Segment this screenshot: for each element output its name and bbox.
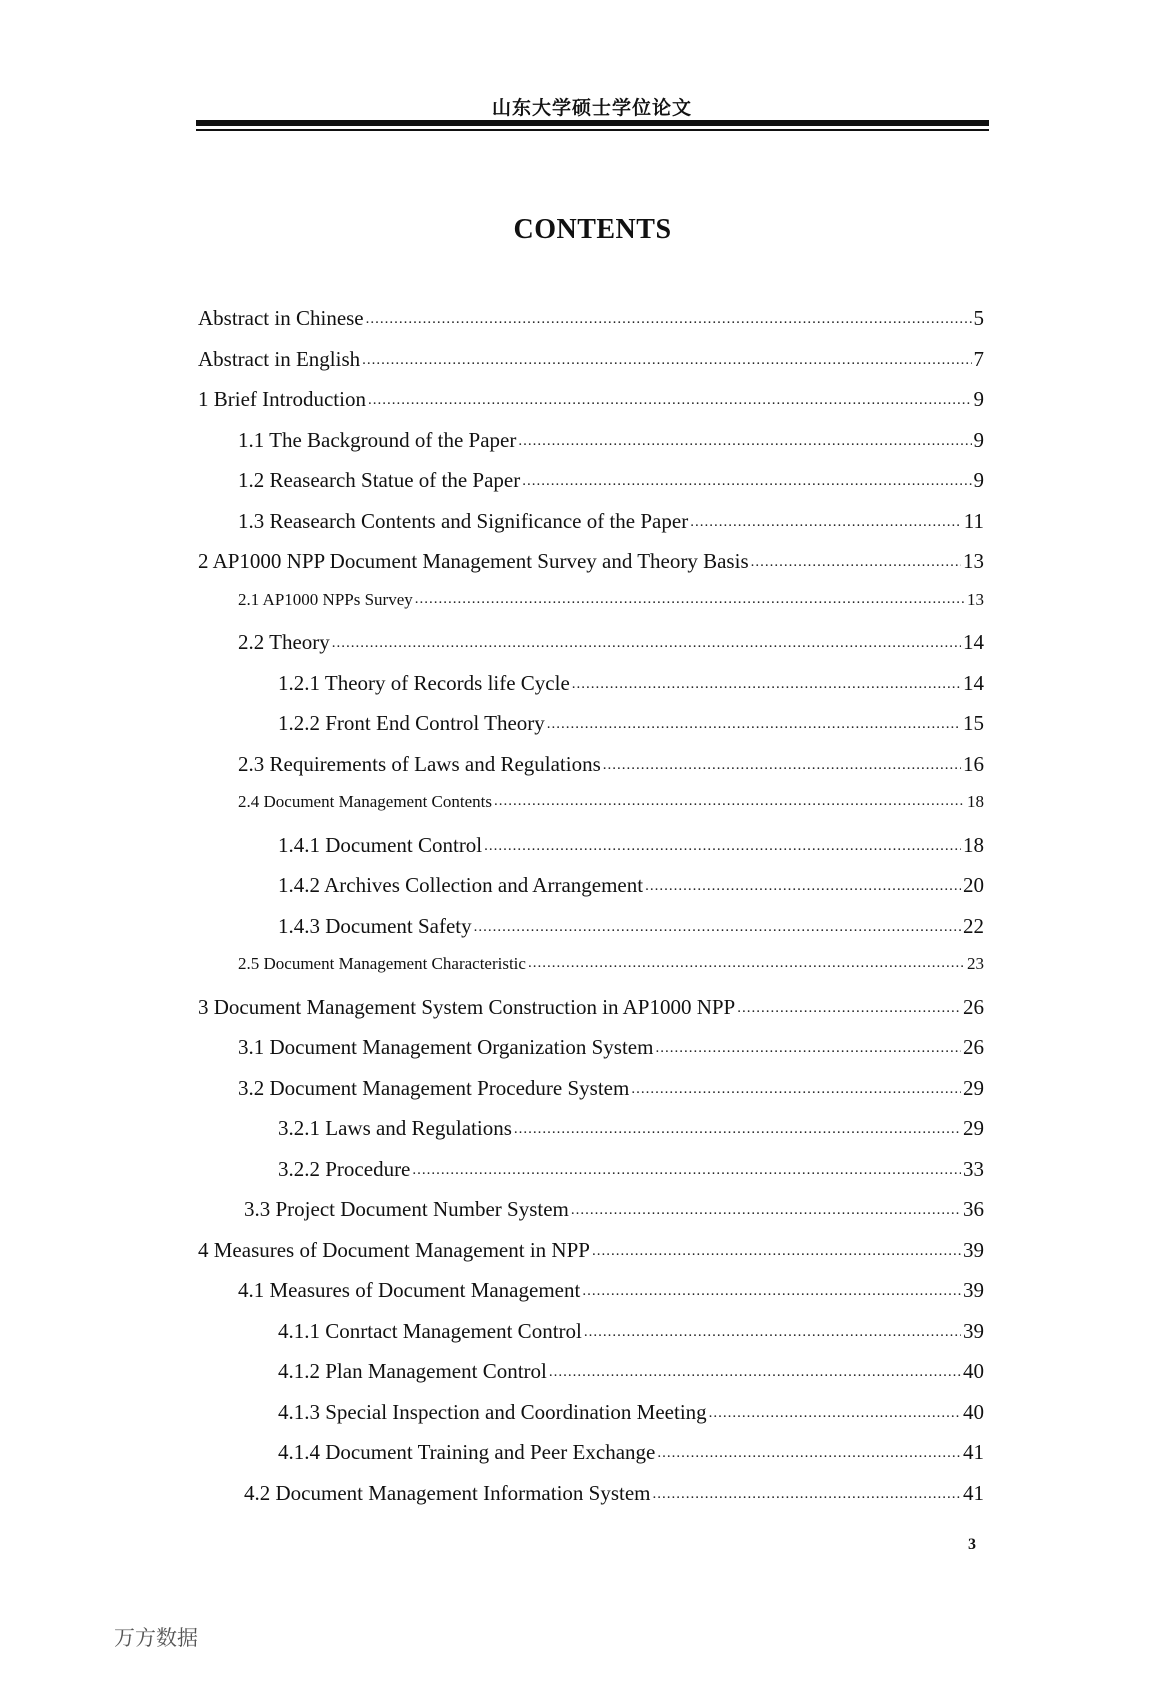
toc-entry-title: 3.1 Document Management Organization System — [238, 1035, 654, 1059]
header-rule-thick — [196, 120, 989, 126]
toc-entry-title: 4.2 Document Management Information System — [244, 1480, 651, 1505]
toc-entry-title: 1.1 The Background of the Paper — [238, 427, 517, 452]
toc-entry[interactable] — [198, 1116, 984, 1157]
toc-entry-page: 9 — [973, 387, 984, 411]
toc-entry-title: 1.3 Reasearch Contents and Significance of the Paper — [238, 508, 689, 533]
toc-entry[interactable] — [198, 954, 984, 995]
toc-entry-title: 4.1.3 Special Inspection and Coordination Meeting — [278, 1399, 707, 1424]
toc-entry-page: 7 — [973, 346, 984, 371]
toc-dot-leader — [412, 1155, 961, 1180]
toc-entry[interactable] — [198, 833, 984, 874]
toc-entry-page: 13 — [963, 549, 984, 573]
toc-entry-title: 1.2.2 Front End Control Theory — [278, 711, 545, 735]
toc-entry-title: 1.2 Reasearch Statue of the Paper — [238, 468, 521, 492]
toc-entry[interactable] — [198, 671, 984, 712]
toc-entry-page: 9 — [973, 468, 984, 492]
toc-entry-page: 26 — [963, 1035, 984, 1059]
toc-entry-title: 2.3 Requirements of Laws and Regulations — [238, 751, 601, 776]
toc-entry[interactable] — [198, 1197, 984, 1238]
toc-dot-leader — [474, 912, 961, 937]
toc-dot-leader — [657, 1438, 961, 1463]
toc-dot-leader — [582, 1276, 961, 1301]
toc-entry-title: 3.2.1 Laws and Regulations — [278, 1116, 512, 1140]
toc-entry[interactable] — [198, 995, 984, 1036]
toc-entry-title: 2 AP1000 NPP Document Management Survey and Theory Basis — [198, 549, 749, 573]
toc-entry-title: 1.4.3 Document Safety — [278, 913, 472, 938]
toc-entry-title: Abstract in English — [198, 346, 361, 371]
toc-dot-leader — [362, 345, 971, 370]
toc-entry-page: 29 — [963, 1116, 984, 1140]
toc-entry-page: 18 — [967, 792, 984, 811]
toc-entry-page: 33 — [963, 1156, 984, 1181]
toc-entry[interactable] — [198, 428, 984, 469]
toc-entry[interactable] — [198, 1319, 984, 1360]
toc-dot-leader — [603, 750, 961, 775]
toc-dot-leader — [484, 831, 961, 856]
toc-entry-title: 3.2.2 Procedure — [278, 1156, 411, 1181]
toc-dot-leader — [655, 1033, 961, 1058]
toc-entry[interactable] — [198, 1076, 984, 1117]
toc-entry-page: 39 — [963, 1318, 984, 1343]
toc-entry[interactable] — [198, 590, 984, 631]
toc-entry[interactable] — [198, 468, 984, 509]
toc-dot-leader — [631, 1074, 961, 1099]
toc-entry-page: 40 — [963, 1399, 984, 1424]
toc-entry[interactable] — [198, 347, 984, 388]
toc-dot-leader — [709, 1398, 961, 1423]
toc-entry-title: 2.4 Document Management Contents — [238, 792, 493, 811]
toc-dot-leader — [514, 1114, 961, 1139]
toc-entry-page: 22 — [963, 913, 984, 938]
toc-dot-leader — [332, 628, 961, 653]
toc-entry[interactable] — [198, 509, 984, 550]
toc-entry-page: 39 — [963, 1278, 984, 1302]
toc-entry-title: 3.3 Project Document Number System — [244, 1197, 569, 1221]
toc-entry[interactable] — [198, 630, 984, 671]
toc-dot-leader — [584, 1317, 961, 1342]
toc-entry[interactable] — [198, 387, 984, 428]
toc-entry-title: 1.4.2 Archives Collection and Arrangement — [278, 873, 644, 897]
toc-entry-page: 18 — [963, 832, 984, 857]
toc-entry-page: 9 — [973, 427, 984, 452]
page-number: 3 — [968, 1536, 976, 1553]
toc-entry-page: 13 — [967, 589, 984, 609]
toc-entry[interactable] — [198, 1157, 984, 1198]
toc-entry-title: 2.5 Document Management Characteristic — [238, 954, 526, 973]
toc-dot-leader — [518, 426, 971, 451]
page-title: CONTENTS — [513, 214, 672, 245]
toc-entry-page: 15 — [963, 711, 984, 735]
toc-dot-leader — [592, 1236, 961, 1261]
toc-entry[interactable] — [198, 1359, 984, 1400]
toc-entry-title: 3.2 Document Management Procedure System — [238, 1075, 630, 1100]
toc-entry[interactable] — [198, 914, 984, 955]
watermark: 万方数据 — [114, 1626, 198, 1650]
toc-entry[interactable] — [198, 549, 984, 590]
toc-entry[interactable] — [198, 711, 984, 752]
toc-entry-page: 16 — [963, 751, 984, 776]
toc-dot-leader — [751, 547, 961, 572]
toc-entry-title: 4.1.4 Document Training and Peer Exchange — [278, 1440, 656, 1464]
toc-dot-leader — [690, 507, 962, 532]
toc-entry-title: 4.1.1 Conrtact Management Control — [278, 1318, 582, 1343]
toc-entry-page: 5 — [973, 306, 984, 330]
toc-entry[interactable] — [198, 1238, 984, 1279]
toc-dot-leader — [645, 871, 961, 896]
toc-entry-title: 2.1 AP1000 NPPs Survey — [238, 589, 413, 609]
toc-dot-leader — [549, 1357, 961, 1382]
toc-dot-leader — [415, 588, 965, 608]
toc-dot-leader — [528, 952, 965, 972]
toc-entry-title: 2.2 Theory — [238, 630, 330, 654]
toc-entry[interactable] — [198, 1035, 984, 1076]
toc-entry[interactable] — [198, 792, 984, 833]
toc-dot-leader — [653, 1479, 962, 1504]
toc-entry-page: 40 — [963, 1359, 984, 1383]
toc-entry-page: 26 — [963, 994, 984, 1019]
toc-dot-leader — [494, 790, 965, 810]
toc-entry-page: 39 — [963, 1237, 984, 1262]
toc-entry[interactable] — [198, 1481, 984, 1522]
toc-dot-leader — [572, 669, 961, 694]
toc-entry-page: 11 — [963, 508, 984, 533]
toc-dot-leader — [522, 466, 971, 491]
toc-entry-page: 23 — [967, 954, 984, 973]
toc-dot-leader — [737, 993, 961, 1018]
toc-entry-page: 41 — [963, 1480, 984, 1505]
toc-entry-title: 1.4.1 Document Control — [278, 832, 483, 857]
toc-entry-title: Abstract in Chinese — [198, 306, 364, 330]
toc-dot-leader — [368, 385, 972, 410]
toc-entry-title: 1 Brief Introduction — [198, 387, 366, 411]
toc-entry-page: 20 — [963, 873, 984, 897]
toc-entry[interactable] — [198, 306, 984, 347]
toc-dot-leader — [547, 709, 961, 734]
toc-entry[interactable] — [198, 1400, 984, 1441]
toc-entry-title: 1.2.1 Theory of Records life Cycle — [278, 670, 570, 695]
toc-entry-page: 14 — [963, 670, 984, 695]
toc-entry[interactable] — [198, 873, 984, 914]
table-of-contents — [198, 306, 984, 1521]
toc-entry-title: 4.1.2 Plan Management Control — [278, 1359, 547, 1383]
toc-entry-page: 29 — [963, 1075, 984, 1100]
toc-dot-leader — [571, 1195, 961, 1220]
toc-entry-page: 14 — [963, 630, 984, 654]
toc-entry[interactable] — [198, 752, 984, 793]
toc-entry[interactable] — [198, 1440, 984, 1481]
toc-entry-title: 4 Measures of Document Management in NPP — [198, 1237, 590, 1262]
toc-entry-page: 36 — [963, 1197, 984, 1221]
header-rule-thin — [196, 129, 989, 131]
toc-dot-leader — [366, 304, 972, 329]
toc-entry[interactable] — [198, 1278, 984, 1319]
toc-entry-title: 4.1 Measures of Document Management — [238, 1278, 581, 1302]
toc-entry-page: 41 — [963, 1440, 984, 1464]
toc-entry-title: 3 Document Management System Construction in AP1000 NPP — [198, 994, 736, 1019]
running-header: 山东大学硕士学位论文 — [491, 97, 692, 119]
